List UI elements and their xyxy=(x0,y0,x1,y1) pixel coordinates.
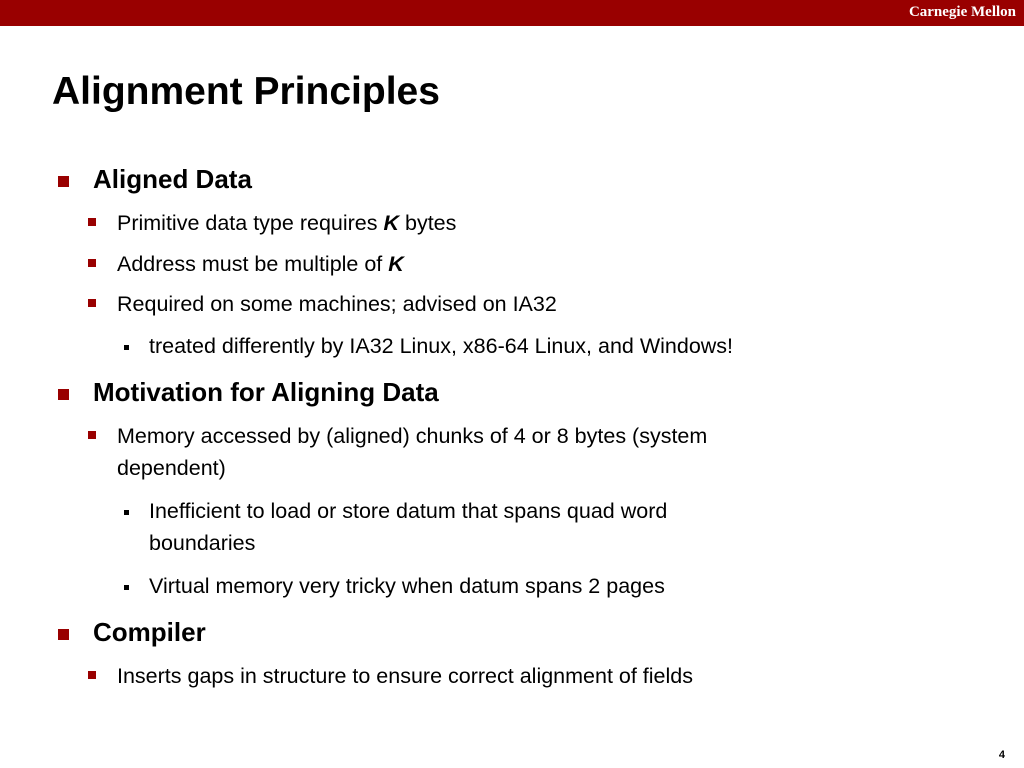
slide-title: Alignment Principles xyxy=(52,70,440,113)
bullet-label: Motivation for Aligning Data xyxy=(93,377,439,407)
small-square-bullet-icon xyxy=(124,585,129,590)
bullet-label: Compiler xyxy=(93,617,206,647)
text-line: Memory accessed by (aligned) chunks of 4 or 8 bytes (system xyxy=(117,424,708,448)
sub-sub-bullet-text xyxy=(149,495,667,559)
header-bar xyxy=(0,0,1024,26)
square-bullet-icon xyxy=(58,389,69,400)
text-line: Inefficient to load or store datum that spans quad word xyxy=(149,499,668,523)
sub-bullet-text xyxy=(117,207,456,239)
square-bullet-icon xyxy=(88,259,96,267)
k-variable: K xyxy=(388,252,404,276)
square-bullet-icon xyxy=(88,218,96,226)
sub-bullet-text xyxy=(117,248,404,280)
sub-bullet-text xyxy=(117,420,707,484)
k-variable: K xyxy=(383,211,400,235)
bullet-label: Aligned Data xyxy=(93,164,252,194)
square-bullet-icon xyxy=(88,431,96,439)
sub-bullet-text: Required on some machines; advised on IA32 xyxy=(117,292,557,316)
small-square-bullet-icon xyxy=(124,345,129,350)
brand-label: Carnegie Mellon xyxy=(908,4,1016,20)
square-bullet-icon xyxy=(88,671,96,679)
small-square-bullet-icon xyxy=(124,510,129,515)
text-line: dependent) xyxy=(117,456,226,480)
square-bullet-icon xyxy=(58,176,69,187)
text-segment: bytes xyxy=(399,211,457,235)
text-segment: Primitive data type requires xyxy=(117,211,384,235)
sub-bullet-text: Inserts gaps in structure to ensure correct alignment of fields xyxy=(117,664,693,688)
square-bullet-icon xyxy=(88,299,96,307)
sub-sub-bullet-text: treated differently by IA32 Linux, x86-64 Linux, and Windows! xyxy=(149,334,734,358)
square-bullet-icon xyxy=(58,629,69,640)
text-line: boundaries xyxy=(149,531,256,555)
text-segment: Address must be multiple of xyxy=(117,252,389,276)
sub-sub-bullet-text: Virtual memory very tricky when datum spans 2 pages xyxy=(149,574,665,598)
page-number: 4 xyxy=(998,749,1005,761)
